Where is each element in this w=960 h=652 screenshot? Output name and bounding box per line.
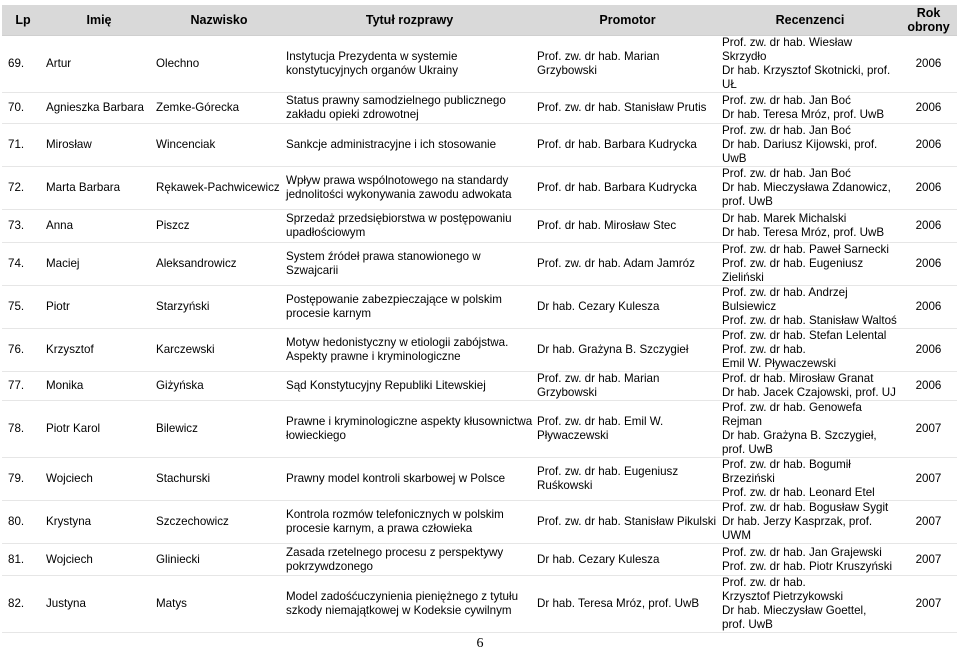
first-name: Mirosław [44,124,154,167]
row-number: 71. [2,124,44,167]
supervisor: Prof. zw. dr hab. Stanisław Prutis [535,93,720,124]
table-row [2,458,957,501]
row-number: 81. [2,544,44,576]
reviewer-line: Dr hab. Krzysztof Skotnicki, prof. UŁ [722,64,891,91]
reviewer-line: Prof. dr hab. Mirosław Granat [722,372,874,385]
thesis-title: Zasada rzetelnego procesu z perspektywy pokrzywdzonego [284,544,535,576]
reviewer-line: Dr hab. Dariusz Kijowski, prof. UwB [722,138,878,165]
reviewer-line: prof. UwB [722,195,773,208]
header-lp: Lp [2,5,44,36]
reviewer-line: Prof. zw. dr hab. Jan Boć [722,167,851,180]
table-row [2,401,957,458]
thesis-title: Sąd Konstytucyjny Republiki Litewskiej [284,372,535,401]
table-row [2,501,957,544]
thesis-title: Prawne i kryminologiczne aspekty kłusownictwa łowieckiego [284,401,535,458]
last-name: Rękawek-Pachwicewicz [154,167,284,210]
thesis-title: Instytucja Prezydenta w systemie konstytucyjnych organów Ukrainy [284,36,535,93]
defense-year: 2007 [900,544,957,576]
defense-year: 2006 [900,286,957,329]
row-number: 70. [2,93,44,124]
reviewer-line: Prof. zw. dr hab. Jan Boć [722,124,851,137]
first-name: Krystyna [44,501,154,544]
reviewer-line: Prof. zw. dr hab. Leonard Etel [722,486,875,499]
reviewer-line: Prof. zw. dr hab. Genowefa Rejman [722,401,862,428]
table-row [2,210,957,243]
table-row [2,372,957,401]
reviewer-line: Dr hab. Jerzy Kasprzak, prof. UWM [722,515,873,542]
last-name: Zemke-Górecka [154,93,284,124]
supervisor: Prof. dr hab. Mirosław Stec [535,210,720,243]
last-name: Olechno [154,36,284,93]
table-row [2,576,957,633]
reviewers [720,329,900,372]
thesis-title: Status prawny samodzielnego publicznego zakładu opieki zdrowotnej [284,93,535,124]
reviewers [720,167,900,210]
reviewer-line: Prof. zw. dr hab. [722,343,806,356]
table-row [2,36,957,93]
header-promotor: Promotor [535,5,720,36]
first-name: Monika [44,372,154,401]
reviewers [720,372,900,401]
supervisor: Dr hab. Grażyna B. Szczygieł [535,329,720,372]
row-number: 80. [2,501,44,544]
reviewer-line: Dr hab. Mieczysław Goettel, [722,604,867,617]
supervisor: Prof. dr hab. Barbara Kudrycka [535,167,720,210]
first-name: Artur [44,36,154,93]
reviewers [720,401,900,458]
reviewers [720,576,900,633]
last-name: Piszcz [154,210,284,243]
row-number: 77. [2,372,44,401]
row-number: 79. [2,458,44,501]
first-name: Anna [44,210,154,243]
reviewer-line: Krzysztof Pietrzykowski [722,590,844,603]
reviewer-line: Prof. zw. dr hab. Paweł Sarnecki [722,243,889,256]
header-nazwisko: Nazwisko [154,5,284,36]
row-number: 72. [2,167,44,210]
reviewers [720,243,900,286]
reviewer-line: Prof. zw. dr hab. Bogusław Sygit [722,501,889,514]
reviewer-line: Dr hab. Grażyna B. Szczygieł, [722,429,877,442]
last-name: Gliniecki [154,544,284,576]
defense-year: 2007 [900,576,957,633]
first-name: Wojciech [44,458,154,501]
thesis-title: Model zadośćuczynienia pieniężnego z tytułu szkody niemajątkowej w Kodeksie cywilnym [284,576,535,633]
thesis-title: Postępowanie zabezpieczające w polskim procesie karnym [284,286,535,329]
first-name: Piotr Karol [44,401,154,458]
reviewers [720,36,900,93]
reviewers [720,458,900,501]
last-name: Wincenciak [154,124,284,167]
table-row [2,243,957,286]
table-row [2,124,957,167]
first-name: Wojciech [44,544,154,576]
reviewer-line: Prof. zw. dr hab. Jan Boć [722,94,851,107]
supervisor: Prof. zw. dr hab. Emil W. Pływaczewski [535,401,720,458]
header-rok: Rok obrony [900,5,957,36]
thesis-title: Kontrola rozmów telefonicznych w polskim procesie karnym, a prawa człowieka [284,501,535,544]
first-name: Krzysztof [44,329,154,372]
defense-year: 2007 [900,501,957,544]
thesis-title: Motyw hedonistyczny w etiologii zabójstwa. Aspekty prawne i kryminologiczne [284,329,535,372]
row-number: 73. [2,210,44,243]
reviewers [720,544,900,576]
defense-year: 2006 [900,124,957,167]
table-row [2,167,957,210]
table-row [2,329,957,372]
reviewer-line: Prof. zw. dr hab. Stanisław Waltoś [722,314,897,327]
defense-year: 2006 [900,210,957,243]
first-name: Maciej [44,243,154,286]
table-header-row [2,5,957,36]
last-name: Stachurski [154,458,284,501]
reviewer-line: Prof. zw. dr hab. Piotr Kruszyński [722,559,893,573]
supervisor: Dr hab. Cezary Kulesza [535,544,720,576]
defense-year: 2006 [900,36,957,93]
header-imie: Imię [44,5,154,36]
reviewers [720,210,900,243]
header-recenzenci: Recenzenci [720,5,900,36]
reviewer-line: Dr hab. Jacek Czajowski, prof. UJ [722,386,896,399]
last-name: Karczewski [154,329,284,372]
last-name: Aleksandrowicz [154,243,284,286]
reviewer-line: Prof. zw. dr hab. Stefan Lelental [722,329,887,342]
supervisor: Prof. zw. dr hab. Stanisław Pikulski [535,501,720,544]
reviewer-line: Prof. zw. dr hab. Wiesław Skrzydło [722,36,853,63]
reviewer-line: Prof. zw. dr hab. Eugeniusz Zieliński [722,257,864,284]
reviewer-line: Emil W. Pływaczewski [722,357,837,370]
defense-year: 2007 [900,401,957,458]
reviewers [720,124,900,167]
reviewer-line: Dr hab. Mieczysława Zdanowicz, [722,181,891,194]
thesis-title: Prawny model kontroli skarbowej w Polsce [284,458,535,501]
reviewer-line: Prof. zw. dr hab. [722,576,806,589]
defense-year: 2006 [900,93,957,124]
page-number: 6 [476,636,484,651]
header-tytul: Tytuł rozprawy [284,5,535,36]
thesis-title: System źródeł prawa stanowionego w Szwajcarii [284,243,535,286]
supervisor: Prof. zw. dr hab. Adam Jamróz [535,243,720,286]
supervisor: Dr hab. Cezary Kulesza [535,286,720,329]
reviewer-line: Dr hab. Marek Michalski [722,212,847,225]
reviewer-line: Dr hab. Teresa Mróz, prof. UwB [722,226,885,239]
row-number: 74. [2,243,44,286]
last-name: Bilewicz [154,401,284,458]
row-number: 76. [2,329,44,372]
defense-year: 2006 [900,167,957,210]
defense-year: 2006 [900,329,957,372]
row-number: 82. [2,576,44,633]
reviewer-line: Prof. zw. dr hab. Bogumił Brzeziński [722,458,851,485]
defense-year: 2007 [900,458,957,501]
table-row [2,286,957,329]
first-name: Marta Barbara [44,167,154,210]
last-name: Giżyńska [154,372,284,401]
reviewers [720,501,900,544]
table-row [2,544,957,576]
defense-year: 2006 [900,372,957,401]
last-name: Starzyński [154,286,284,329]
row-number: 78. [2,401,44,458]
reviewer-line: Prof. zw. dr hab. Andrzej Bulsiewicz [722,286,848,313]
reviewers [720,93,900,124]
reviewer-line: prof. UwB [722,443,773,456]
row-number: 75. [2,286,44,329]
table-row [2,93,957,124]
row-number: 69. [2,36,44,93]
supervisor: Prof. zw. dr hab. Marian Grzybowski [535,36,720,93]
last-name: Matys [154,576,284,633]
first-name: Justyna [44,576,154,633]
reviewer-line: Dr hab. Teresa Mróz, prof. UwB [722,108,885,121]
first-name: Agnieszka Barbara [44,93,154,124]
reviewer-line: Prof. zw. dr hab. Jan Grajewski [722,545,882,559]
reviewers [720,286,900,329]
reviewer-line: prof. UwB [722,618,773,631]
supervisor: Prof. zw. dr hab. Marian Grzybowski [535,372,720,401]
first-name: Piotr [44,286,154,329]
defense-year: 2006 [900,243,957,286]
supervisor: Prof. dr hab. Barbara Kudrycka [535,124,720,167]
thesis-title: Sprzedaż przedsiębiorstwa w postępowaniu upadłościowym [284,210,535,243]
supervisor: Dr hab. Teresa Mróz, prof. UwB [535,576,720,633]
thesis-title: Wpływ prawa wspólnotowego na standardy jednolitości wykonywania zawodu adwokata [284,167,535,210]
doctoral-defenses-table [2,5,957,633]
supervisor: Prof. zw. dr hab. Eugeniusz Ruśkowski [535,458,720,501]
last-name: Szczechowicz [154,501,284,544]
thesis-title: Sankcje administracyjne i ich stosowanie [284,124,535,167]
